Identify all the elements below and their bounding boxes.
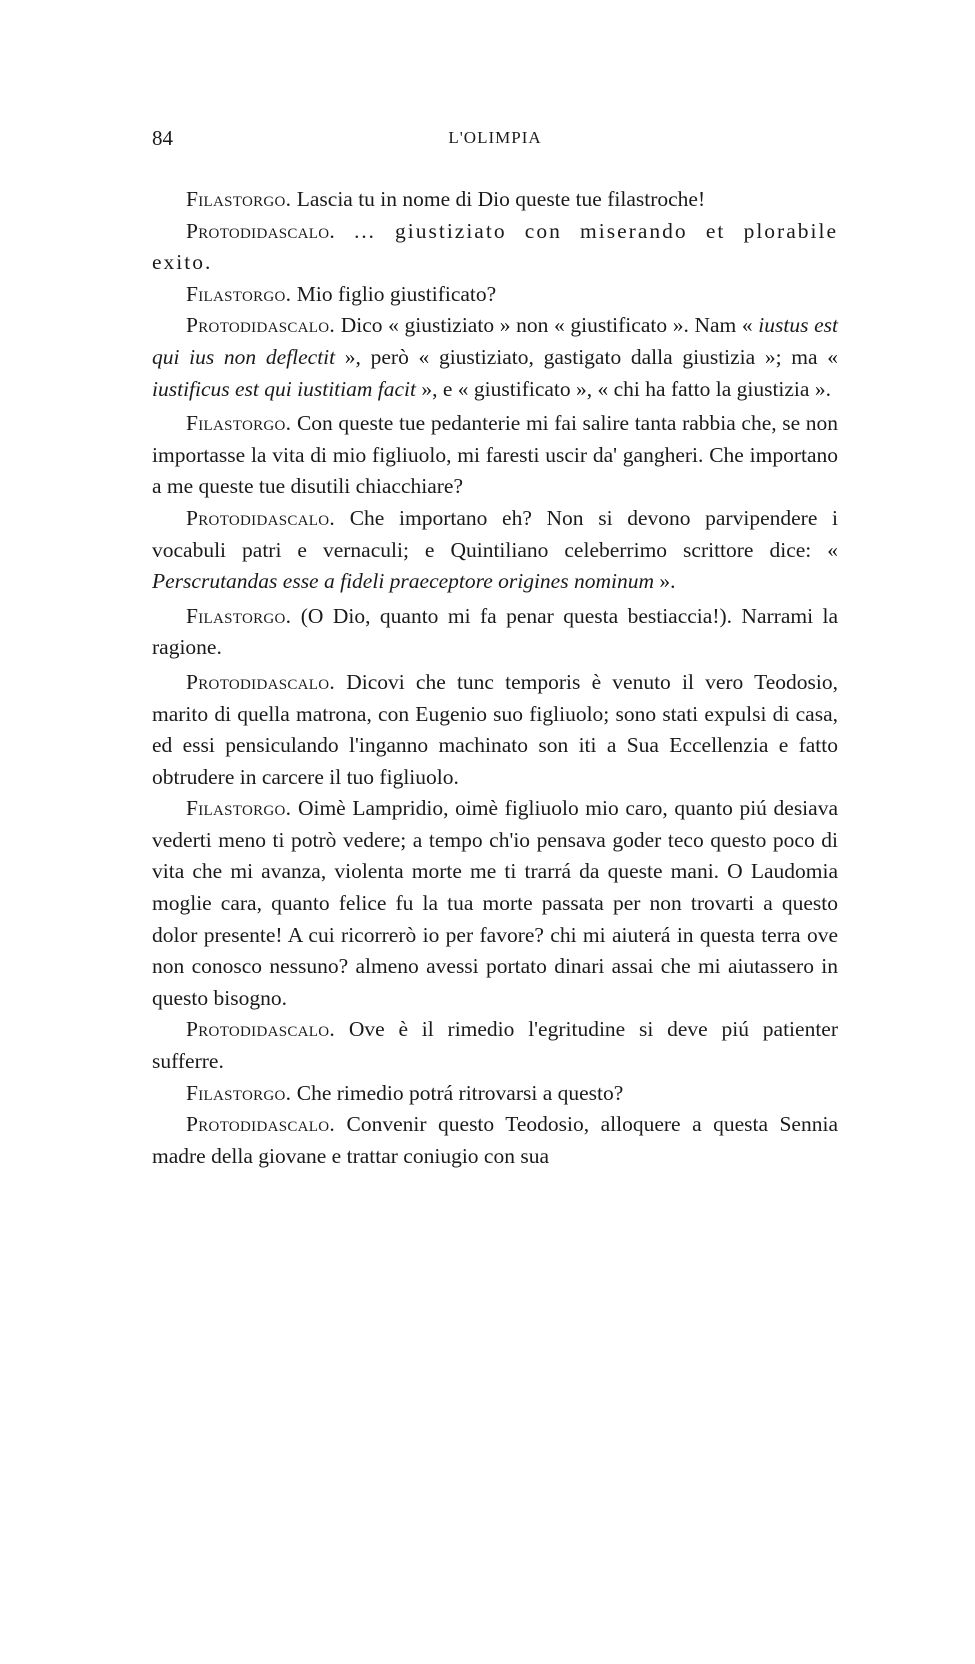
dialogue-text: … giustiziato con miserando et plorabile exito.	[152, 218, 838, 275]
dialogue-text: », però « giustiziato, gastigato dalla giustizia »; ma «	[335, 344, 838, 369]
book-page	[152, 126, 838, 1172]
dialogue-paragraph	[152, 279, 838, 311]
dialogue-paragraph	[152, 408, 838, 503]
dialogue-paragraph	[152, 310, 838, 405]
speaker-name: Protodidascalo.	[186, 505, 336, 530]
dialogue-body	[152, 184, 838, 1172]
dialogue-text: Con queste tue pedanterie mi fai salire tanta rabbia che, se non importasse la vita di mio figliuolo, mi faresti uscir da' gangheri. Che importano a me queste tue disutili chiacchiare?	[152, 411, 838, 499]
dialogue-text: Che importano eh? Non si devono parvipendere i vocabuli patri e vernaculi; e Quintiliano celeberrimo scrittore dice: «	[152, 505, 838, 562]
latin-quote: iustificus est qui iustitiam facit	[152, 376, 416, 401]
dialogue-paragraph	[152, 667, 838, 793]
dialogue-paragraph	[152, 1109, 838, 1172]
speaker-name: Protodidascalo.	[186, 669, 336, 694]
dialogue-paragraph	[152, 1078, 838, 1110]
speaker-name: Filastorgo.	[186, 187, 292, 211]
latin-quote: Perscrutandas esse a fideli praeceptore origines nominum	[152, 569, 654, 594]
running-head	[152, 126, 838, 156]
dialogue-text: Convenir questo Teodosio, alloquere a questa Sennia madre della giovane e trattar coniugio con sua	[152, 1112, 838, 1168]
speaker-name: Protodidascalo.	[186, 1112, 336, 1137]
speaker-name: Filastorgo.	[186, 603, 292, 628]
page-number: 84	[152, 126, 173, 150]
dialogue-text: ».	[654, 569, 676, 594]
dialogue-text: Dico « giustiziato » non « giustificato ». Nam «	[335, 313, 759, 338]
dialogue-text: Oimè Lampridio, oimè figliuolo mio caro, quanto piú desiava vederti meno ti potrò vedere; a tempo ch'io pensava goder teco questo poco di vita che mi avanza, violenta morte me ti trarrá da queste mani. O Laudomia moglie cara, quanto felice fu la tua morte passata per non trovarti a questo dolor presente! A cui ricorrerò io per favore? chi mi aiuterá in questa terra ove non conosco nessuno? almeno avessi portato dinari assai che mi aiutassero in questo bisogno.	[152, 796, 838, 1010]
dialogue-paragraph	[152, 184, 838, 216]
dialogue-text: Mio figlio giustificato?	[291, 281, 497, 306]
dialogue-paragraph	[152, 503, 838, 598]
dialogue-text: Che rimedio potrá ritrovarsi a questo?	[291, 1080, 624, 1105]
dialogue-text: Ove è il rimedio l'egritudine si deve piú patienter sufferre.	[152, 1017, 838, 1074]
dialogue-text: Dicovi che tunc temporis è venuto il vero Teodosio, marito di quella matrona, con Eugenio suo figliuolo; sono stati expulsi di casa, ed essi pensiculando l'inganno machinato son iti a Sua Eccellenzia e fatto obtrudere in carcere il tuo figliuolo.	[152, 669, 838, 789]
speaker-name: Protodidascalo.	[186, 218, 336, 243]
speaker-name: Filastorgo.	[186, 796, 292, 821]
dialogue-paragraph	[152, 601, 838, 664]
book-title: L'OLIMPIA	[448, 128, 542, 147]
dialogue-text: Lascia tu in nome di Dio queste tue filastroche!	[291, 187, 706, 211]
dialogue-text: », e « giustificato », « chi ha fatto la giustizia ».	[415, 376, 831, 401]
latin-quote: iustus est qui ius non deflectit	[152, 313, 838, 369]
speaker-name: Filastorgo.	[186, 281, 292, 306]
dialogue-paragraph	[152, 216, 838, 279]
speaker-name: Protodidascalo.	[186, 313, 336, 338]
dialogue-paragraph	[152, 793, 838, 1014]
speaker-name: Filastorgo.	[186, 411, 292, 436]
dialogue-text: (O Dio, quanto mi fa penar questa bestiaccia!). Narrami la ragione.	[152, 603, 838, 660]
dialogue-paragraph	[152, 1014, 838, 1077]
speaker-name: Filastorgo.	[186, 1080, 292, 1105]
speaker-name: Protodidascalo.	[186, 1017, 336, 1042]
